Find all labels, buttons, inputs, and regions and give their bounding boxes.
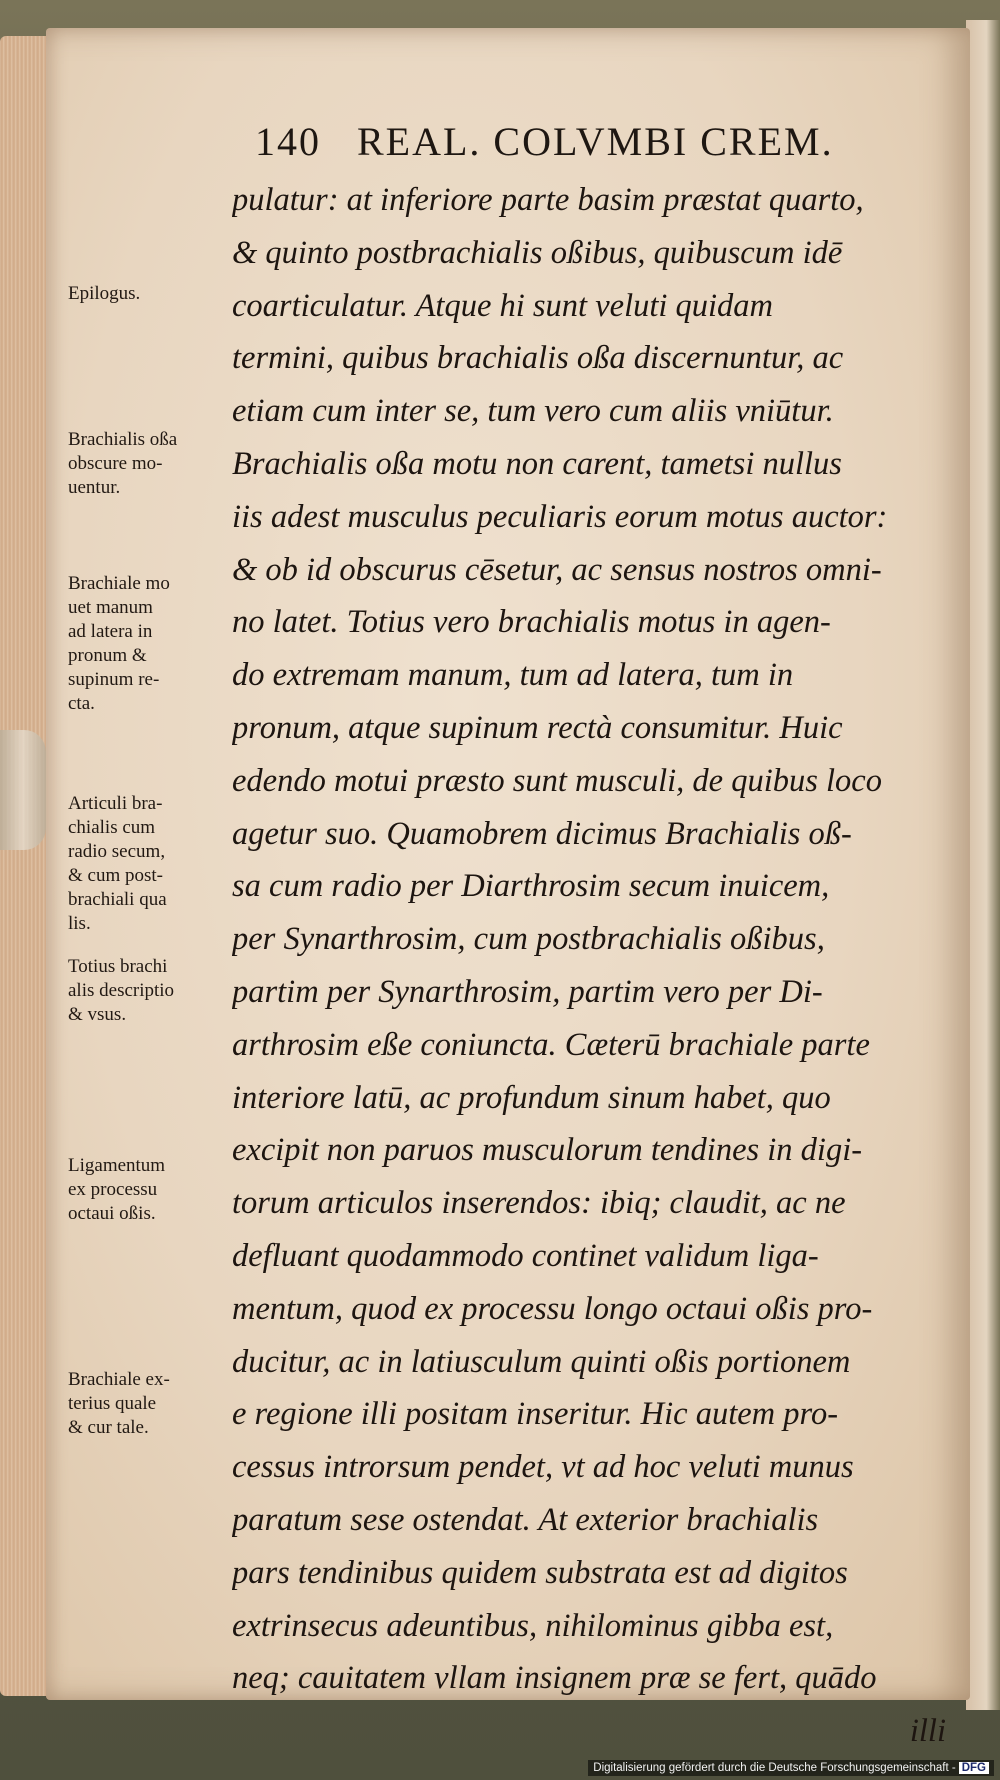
text-line: torum articulos inserendos: ibiq; claudit, ac ne: [232, 1185, 846, 1222]
text-line: etiam cum inter se, tum vero cum aliis vniūtur.: [232, 393, 834, 430]
margin-note-line: terius quale: [68, 1393, 157, 1414]
margin-note-line: uentur.: [68, 477, 121, 498]
text-line: neq; cauitatem vllam insignem præ se fert, quādo: [232, 1660, 877, 1697]
footer-text: Digitalisierung gefördert durch die Deutsche Forschungsgemeinschaft -: [593, 1762, 956, 1774]
text-line: per Synarthrosim, cum postbrachialis oßibus,: [232, 921, 825, 958]
margin-note-line: Ligamentum: [68, 1155, 166, 1176]
margin-note-line: ex processu: [68, 1179, 158, 1200]
text-line: termini, quibus brachialis oßa discernuntur, ac: [232, 340, 844, 377]
text-line: iis adest musculus peculiaris eorum motus auctor:: [232, 498, 888, 535]
body-text: [232, 174, 952, 1758]
margin-note-line: Epilogus.: [68, 283, 141, 304]
margin-note-line: obscure mo-: [68, 453, 163, 474]
margin-note-line: brachiali qua: [68, 889, 167, 910]
text-line: arthrosim eße coniuncta. Cæterū brachiale parte: [232, 1026, 870, 1063]
text-line: partim per Synarthrosim, partim vero per Di-: [232, 973, 823, 1010]
text-line: & ob id obscurus cēsetur, ac sensus nostros omni-: [232, 551, 882, 588]
margin-note-brachiale-exterius: [68, 1368, 233, 1440]
margin-note-line: & cum post-: [68, 865, 163, 886]
margin-note-ligamentum: [68, 1154, 233, 1226]
margin-note-line: cta.: [68, 693, 95, 714]
margin-note-brachialis-ossa: [68, 428, 233, 500]
margin-note-line: Brachiale ex-: [68, 1369, 170, 1390]
margin-note-line: Brachiale mo: [68, 573, 170, 594]
text-line: paratum sese ostendat. At exterior brachialis: [232, 1501, 819, 1538]
text-line: excipit non paruos musculorum tendines in digi-: [232, 1132, 863, 1169]
text-line: coarticulatur. Atque hi sunt veluti quidam: [232, 287, 774, 324]
text-line: agetur suo. Quamobrem dicimus Brachialis oß-: [232, 815, 852, 852]
margin-note-line: chialis cum: [68, 817, 156, 838]
margin-note-line: alis descriptio: [68, 980, 175, 1001]
text-line: Brachialis oßa motu non carent, tametsi nullus: [232, 445, 842, 482]
margin-note-epilogus: [68, 282, 233, 306]
text-line: & quinto postbrachialis oßibus, quibuscum idē: [232, 234, 843, 271]
text-line: cessus introrsum pendet, vt ad hoc veluti munus: [232, 1449, 854, 1486]
margin-note-totius-brachialis: [68, 955, 233, 1027]
margin-note-line: & cur tale.: [68, 1417, 149, 1438]
text-line: interiore latū, ac profundum sinum habet, quo: [232, 1079, 831, 1116]
margin-note-line: supinum re-: [68, 669, 160, 690]
margin-note-line: Brachialis oßa: [68, 429, 178, 450]
text-line: pulatur: at inferiore parte basim præstat quarto,: [232, 182, 864, 218]
running-title: REAL. COLVMBI CREM.: [357, 119, 834, 164]
text-line: do extremam manum, tum ad latera, tum in: [232, 657, 794, 694]
margin-note-line: pronum &: [68, 645, 147, 666]
margin-note-line: Articuli bra-: [68, 793, 163, 814]
text-line: ducitur, ac in latiusculum quinti oßis portionem: [232, 1343, 851, 1380]
page-clip: [0, 730, 46, 850]
margin-note-brachiale-mouet: [68, 572, 233, 716]
margin-note-line: radio secum,: [68, 841, 166, 862]
margin-note-line: octaui oßis.: [68, 1203, 156, 1224]
text-line: edendo motui præsto sunt musculi, de quibus loco: [232, 762, 882, 799]
text-line: illi: [909, 1713, 946, 1750]
running-head: [255, 118, 935, 165]
margin-note-articuli: [68, 792, 233, 936]
dfg-logo: DFG: [959, 1762, 989, 1774]
text-line: mentum, quod ex processu longo octaui oßis pro-: [232, 1290, 873, 1327]
margin-note-line: Totius brachi: [68, 956, 168, 977]
text-line: e regione illi positam inseritur. Hic autem pro-: [232, 1396, 839, 1433]
digitization-footer: [588, 1760, 994, 1776]
text-line: sa cum radio per Diarthrosim secum inuicem,: [232, 868, 830, 905]
margin-note-line: ad latera in: [68, 621, 153, 642]
margin-note-line: lis.: [68, 913, 91, 934]
text-line: defluant quodammodo continet validum liga-: [232, 1237, 819, 1274]
book-cover-right: [966, 20, 1000, 1710]
margin-note-line: uet manum: [68, 597, 153, 618]
page-number: 140: [255, 119, 321, 164]
text-line: pronum, atque supinum rectà consumitur. Huic: [232, 709, 843, 746]
margin-note-line: & vsus.: [68, 1004, 127, 1025]
text-line: no latet. Totius vero brachialis motus in agen-: [232, 604, 831, 641]
text-line: pars tendinibus quidem substrata est ad digitos: [232, 1554, 848, 1591]
text-line: extrinsecus adeuntibus, nihilominus gibba est,: [232, 1607, 834, 1644]
